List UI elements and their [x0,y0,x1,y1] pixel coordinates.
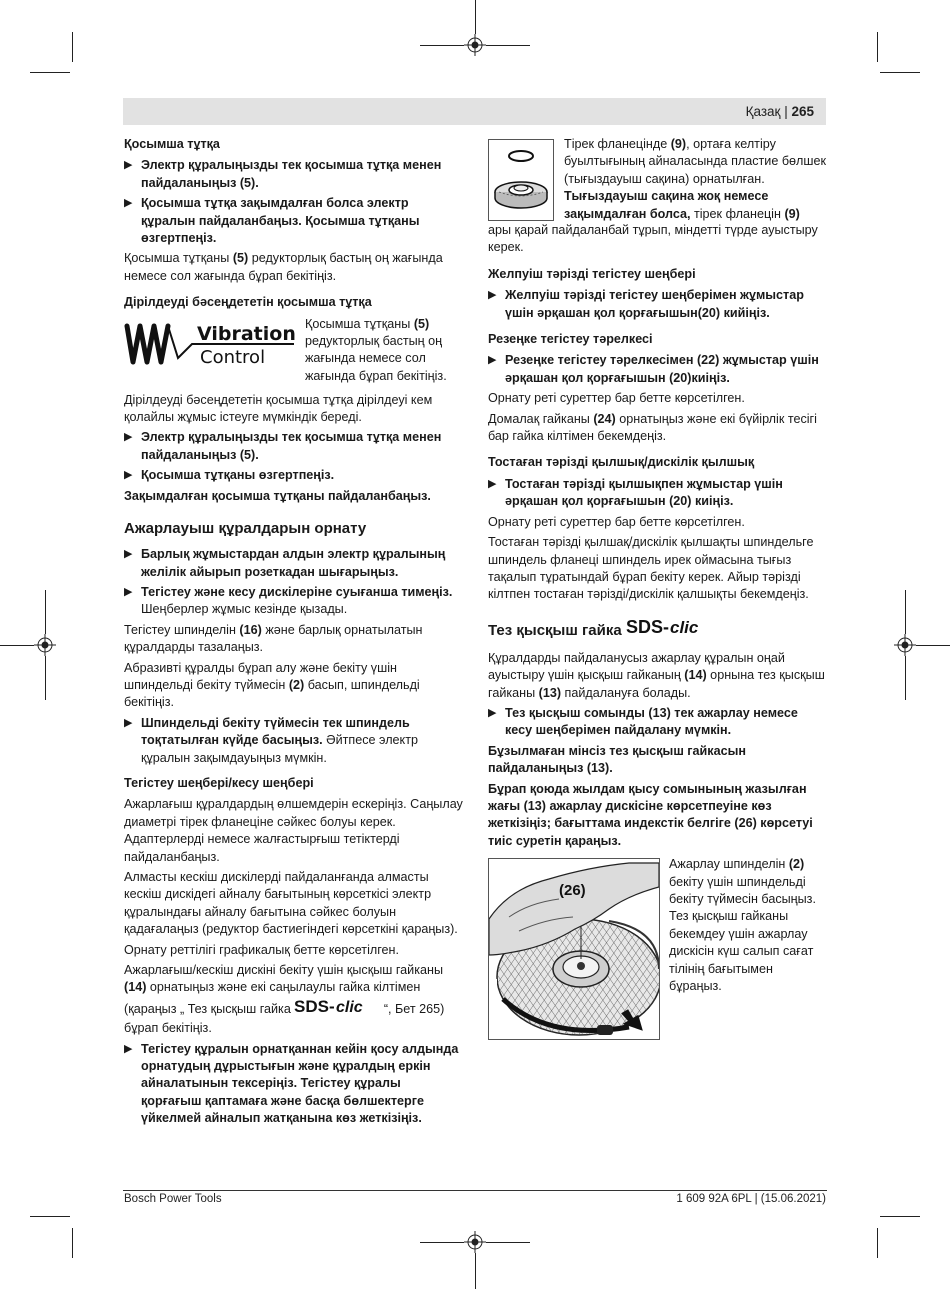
disc-paragraph-1: Ажарлағыш құралдардың өлшемдерін ескеріңіз. Саңылау диаметрі тірек фланеціне сәйкес болуы керек. Адаптерлерді немесе жалғастырғыш тетіктерді пайдаланбаңыз. [124,797,463,864]
svg-text:SDS-: SDS- [625,616,669,637]
disc-paragraph-4: Ажарлағыш/кескіш дискіні бекіту үшін қысқыш гайканы (14) орнатыңыз және екі саңылаулы гайка кілтімен (қараңыз „ Тез қысқыш гайка SDS- clic “, Бет 265) бұрап бекітіңіз. [124,963,445,1036]
svg-text:clic: clic [669,617,699,637]
bullet-arrow-icon: ▶ [124,469,133,482]
crop-mark [72,32,73,62]
quick-nut-side-text: Ажарлау шпинделін (2) бекіту үшін шпиндельді бекіту түймесін басыңыз. Тез қысқыш гайканы бекемдеу үшін ажарлау дискісін күш салып сағат тілінің бағытымен бұраңыз. [669,857,816,994]
crop-mark [475,0,476,34]
bullet-arrow-icon: ▶ [124,585,133,598]
quick-nut-paragraph: Құралдарды пайдаланусыз ажарлау құралын оңай ауыстыру үшін қысқыш гайканың (14) орнына тез қысқыш гайканы (13) пайдалануға болады. [488,650,825,700]
quick-nut-bullet: ▶ Тез қысқыш сомынды (13) тек ажарлау немесе кесу шеңберімен пайдалану мүмкін. [488,705,798,738]
disc-title: Тегістеу шеңбері/кесу шеңбері [124,775,314,790]
footer-rule [123,1190,827,1191]
rubber-pad-paragraph-2: Домалақ гайканы (24) орнатыңыз және екі бүйірлік тесігі бар гайка кілтімен бекемдеңіз. [488,411,817,444]
figure-label-26: (26) [559,882,586,900]
registration-mark-left [34,634,56,656]
vibration-control-logo [124,318,296,368]
mounting-paragraph-1: Тегістеу шпинделін (16) және барлық орнатылатын құралдарды тазалаңыз. [124,622,423,655]
svg-text:clic: clic [336,998,364,1015]
mounting-title: Ажарлауыш құралдарын орнату [124,520,367,538]
registration-mark-right [894,634,916,656]
grinder-quick-nut-illustration [488,858,660,1040]
mounting-bullet-1: ▶ Барлық жұмыстардан алдын электр құралының желілік айырып розеткадан шығарыңыз. [124,547,446,579]
footer-doc-id: 1 609 92A 6PL | (15.06.2021) [676,1193,826,1205]
crop-mark [880,1216,920,1217]
mounting-bullet-3: ▶ Шпиндельді бекіту түймесін тек шпиндель тоқтатылған күйде басыңыз. Әйтпесе электр құралын зақымдауыңыз мүмкін. [124,715,418,765]
crop-mark [0,645,34,646]
crop-mark [45,590,46,634]
aux-handle-title: Қосымша тұтқа [124,137,220,151]
aux-handle-bullet-2: ▶ Қосымша тұтқа зақымдалған болса электр құралын пайдаланбаңыз. Қосымша тұтқаны өзгертпеңіз. [124,196,420,246]
grinder-illustration [489,859,659,1039]
rubber-pad-bullet: ▶ Резеңке тегістеу тәрелкесімен (22) жұмыстар үшін әрқашан қол қорғағышын (20)киіңіз. [488,353,819,385]
vibration-warning: Зақымдалған қосымша тұтқаны пайдаланбаңыз. [124,488,431,503]
right-column [488,136,828,1042]
brush-paragraph-1: Орнату реті суреттер бар бетте көрсетілген. [488,514,745,529]
flange-block [488,136,828,222]
disc-paragraph-2: Алмасты кескіш дискілерді пайдаланғанда алмасты кескіш дискідегі айналу бағытының көрсеткісі электр құралындағы айналу бағытына сәйкес болуын қадағалаңыз (редуктор бастиегіндегі көрсеткіні қараңыз). [124,870,458,937]
bullet-arrow-icon: ▶ [488,289,497,302]
crop-mark [486,45,530,46]
vibration-block [124,316,464,390]
vibration-bullet-2: ▶ Қосымша тұтқаны өзгертпеңіз. [124,467,464,484]
vibration-paragraph: Дірілдеуді бәсеңдететін қосымша тұтқа дірілдеуі кем қолайлы жұмыс істеуге мүмкіндік береді. [124,392,433,425]
sds-clic-logo [294,997,380,1020]
crop-mark [880,72,920,73]
brush-bullet: ▶ Тостаған тәрізді қылшықпен жұмыстар үшін әрқашан қол қорғағышын (20) киіңіз. [488,476,783,509]
svg-text:SDS-: SDS- [294,996,335,1015]
bullet-arrow-icon: ▶ [488,354,497,367]
crop-mark [475,1253,476,1289]
bullet-arrow-icon: ▶ [488,706,497,719]
left-column [124,136,464,1131]
crop-mark [45,656,46,700]
flange-illustration [488,139,554,221]
crop-mark [486,1242,530,1243]
vibration-title: Дірілдеуді бәсеңдететін қосымша тұтқа [124,295,372,310]
flange-text: Тірек фланецінде (9), ортаға келтіру буылтығының айналасында пластие бөлшек (тығыздауыш сақина) орнатылған. Тығыздауыш сақина жоқ немесе зақымдалған болса, тірек фланецін (9) [564,137,827,221]
brush-paragraph-2: Тостаған тәрізді қылшақ/дискілік қылшақты шпиндельге шпиндель фланеці шпиндель ирек оймасына тығыз тақалып тұратындай бұрап бекіту керек. Айыр тәрізді кілтпен тостаған тәрізді/дискілік қалшықты бекемдеңіз. [488,535,814,602]
registration-mark-top [464,34,486,56]
bullet-arrow-icon: ▶ [488,477,497,490]
bullet-arrow-icon: ▶ [124,431,133,444]
page-header [123,98,826,125]
vibration-logo-word1: Vibration [197,322,296,345]
quick-nut-bold-1: Бұзылмаған мінсіз тез қысқыш гайкасын пайдаланыңыз (13). [488,743,746,776]
quick-nut-bold-2: Бұрап қоюда жылдам қысу сомынының жазылған жағы (13) ажарлау дискісіне көрсетпеуіне көз жеткізіңіз; бағыттама индекстік белгіге (26) көрсетуі тиіс суретін қараңыз. [488,781,813,848]
crop-mark [420,1242,464,1243]
crop-mark [30,72,70,73]
fan-disc-title: Желпуіш тәрізді тегістеу шеңбері [488,266,696,281]
bullet-arrow-icon: ▶ [124,159,133,172]
disc-bullet-1: ▶ Тегістеу құралын орнатқаннан кейін қосу алдында орнатудың дұрыстығын және құралдың еркін айналатынын тексеріңіз. Тегістеу құралы қорғағыш қаптамаға және басқа бөлшектерге үйкелмей айналып жатқанына көз жеткізіңіз. [124,1041,459,1126]
bullet-arrow-icon: ▶ [124,548,133,561]
crop-mark [877,32,878,62]
rubber-pad-title: Резеңке тегістеу тәрелкесі [488,332,653,347]
quick-nut-figure-block [488,856,828,1042]
vibration-side-text: Қосымша тұтқаны (5) редукторлық бастың оң жағында немесе сол жағында бұрап бекітіңіз. [305,316,447,383]
aux-handle-paragraph: Қосымша тұтқаны (5) редукторлық бастың оң жағында немесе сол жағында бұрап бекітіңіз. [124,251,443,283]
bullet-arrow-icon: ▶ [124,716,133,729]
disc-paragraph-3: Орнату реттілігі графикалық бетте көрсетілген. [124,942,399,957]
crop-mark [72,1228,73,1258]
crop-mark [916,645,950,646]
sds-clic-logo [626,617,718,643]
registration-mark-bottom [464,1231,486,1253]
flange-seal-ring-icon [489,140,553,220]
bullet-arrow-icon: ▶ [124,197,133,210]
rubber-pad-paragraph-1: Орнату реті суреттер бар бетте көрсетілген. [488,391,745,406]
header-language-page: Қазақ | 265 [745,104,814,119]
page-number: 265 [791,104,814,119]
flange-continuation: ары қарай пайдаланбай тұрып, міндетті түрде ауыстыру керек. [488,223,818,255]
brush-title: Тостаған тәрізді қылшық/дискілік қылшық [488,455,755,470]
crop-mark [420,45,464,46]
crop-mark [30,1216,70,1217]
aux-handle-bullet-1: ▶ Электр құралыңызды тек қосымша тұтқа менен пайдаланыңыз (5). [124,158,442,190]
mounting-paragraph-2: Абразивті құралды бұрап алу және бекіту үшін шпиндельді бекіту түймесін (2) басып, шпиндельді бекітіңіз. [124,660,420,710]
bullet-arrow-icon: ▶ [124,1042,133,1055]
fan-disc-bullet: ▶ Желпуіш тәрізді тегістеу шеңберімен жұмыстар үшін әрқашан қол қорғағышын(20) кийіңіз. [488,288,804,320]
footer-publisher: Bosch Power Tools [124,1193,222,1205]
crop-mark [905,656,906,700]
crop-mark [877,1228,878,1258]
vibration-logo-word2: Control [200,346,266,368]
vibration-bullet-1: ▶ Электр құралыңызды тек қосымша тұтқа менен пайдаланыңыз (5). [124,430,442,462]
mounting-bullet-2: ▶ Тегістеу және кесу дискілеріне суығанша тимеңіз. Шеңберлер жұмыс кезінде қызады. [124,584,453,617]
crop-mark [905,590,906,634]
header-language: Қазақ [745,104,781,119]
quick-nut-title: Тез қысқыш гайка SDS- clic [488,617,828,643]
